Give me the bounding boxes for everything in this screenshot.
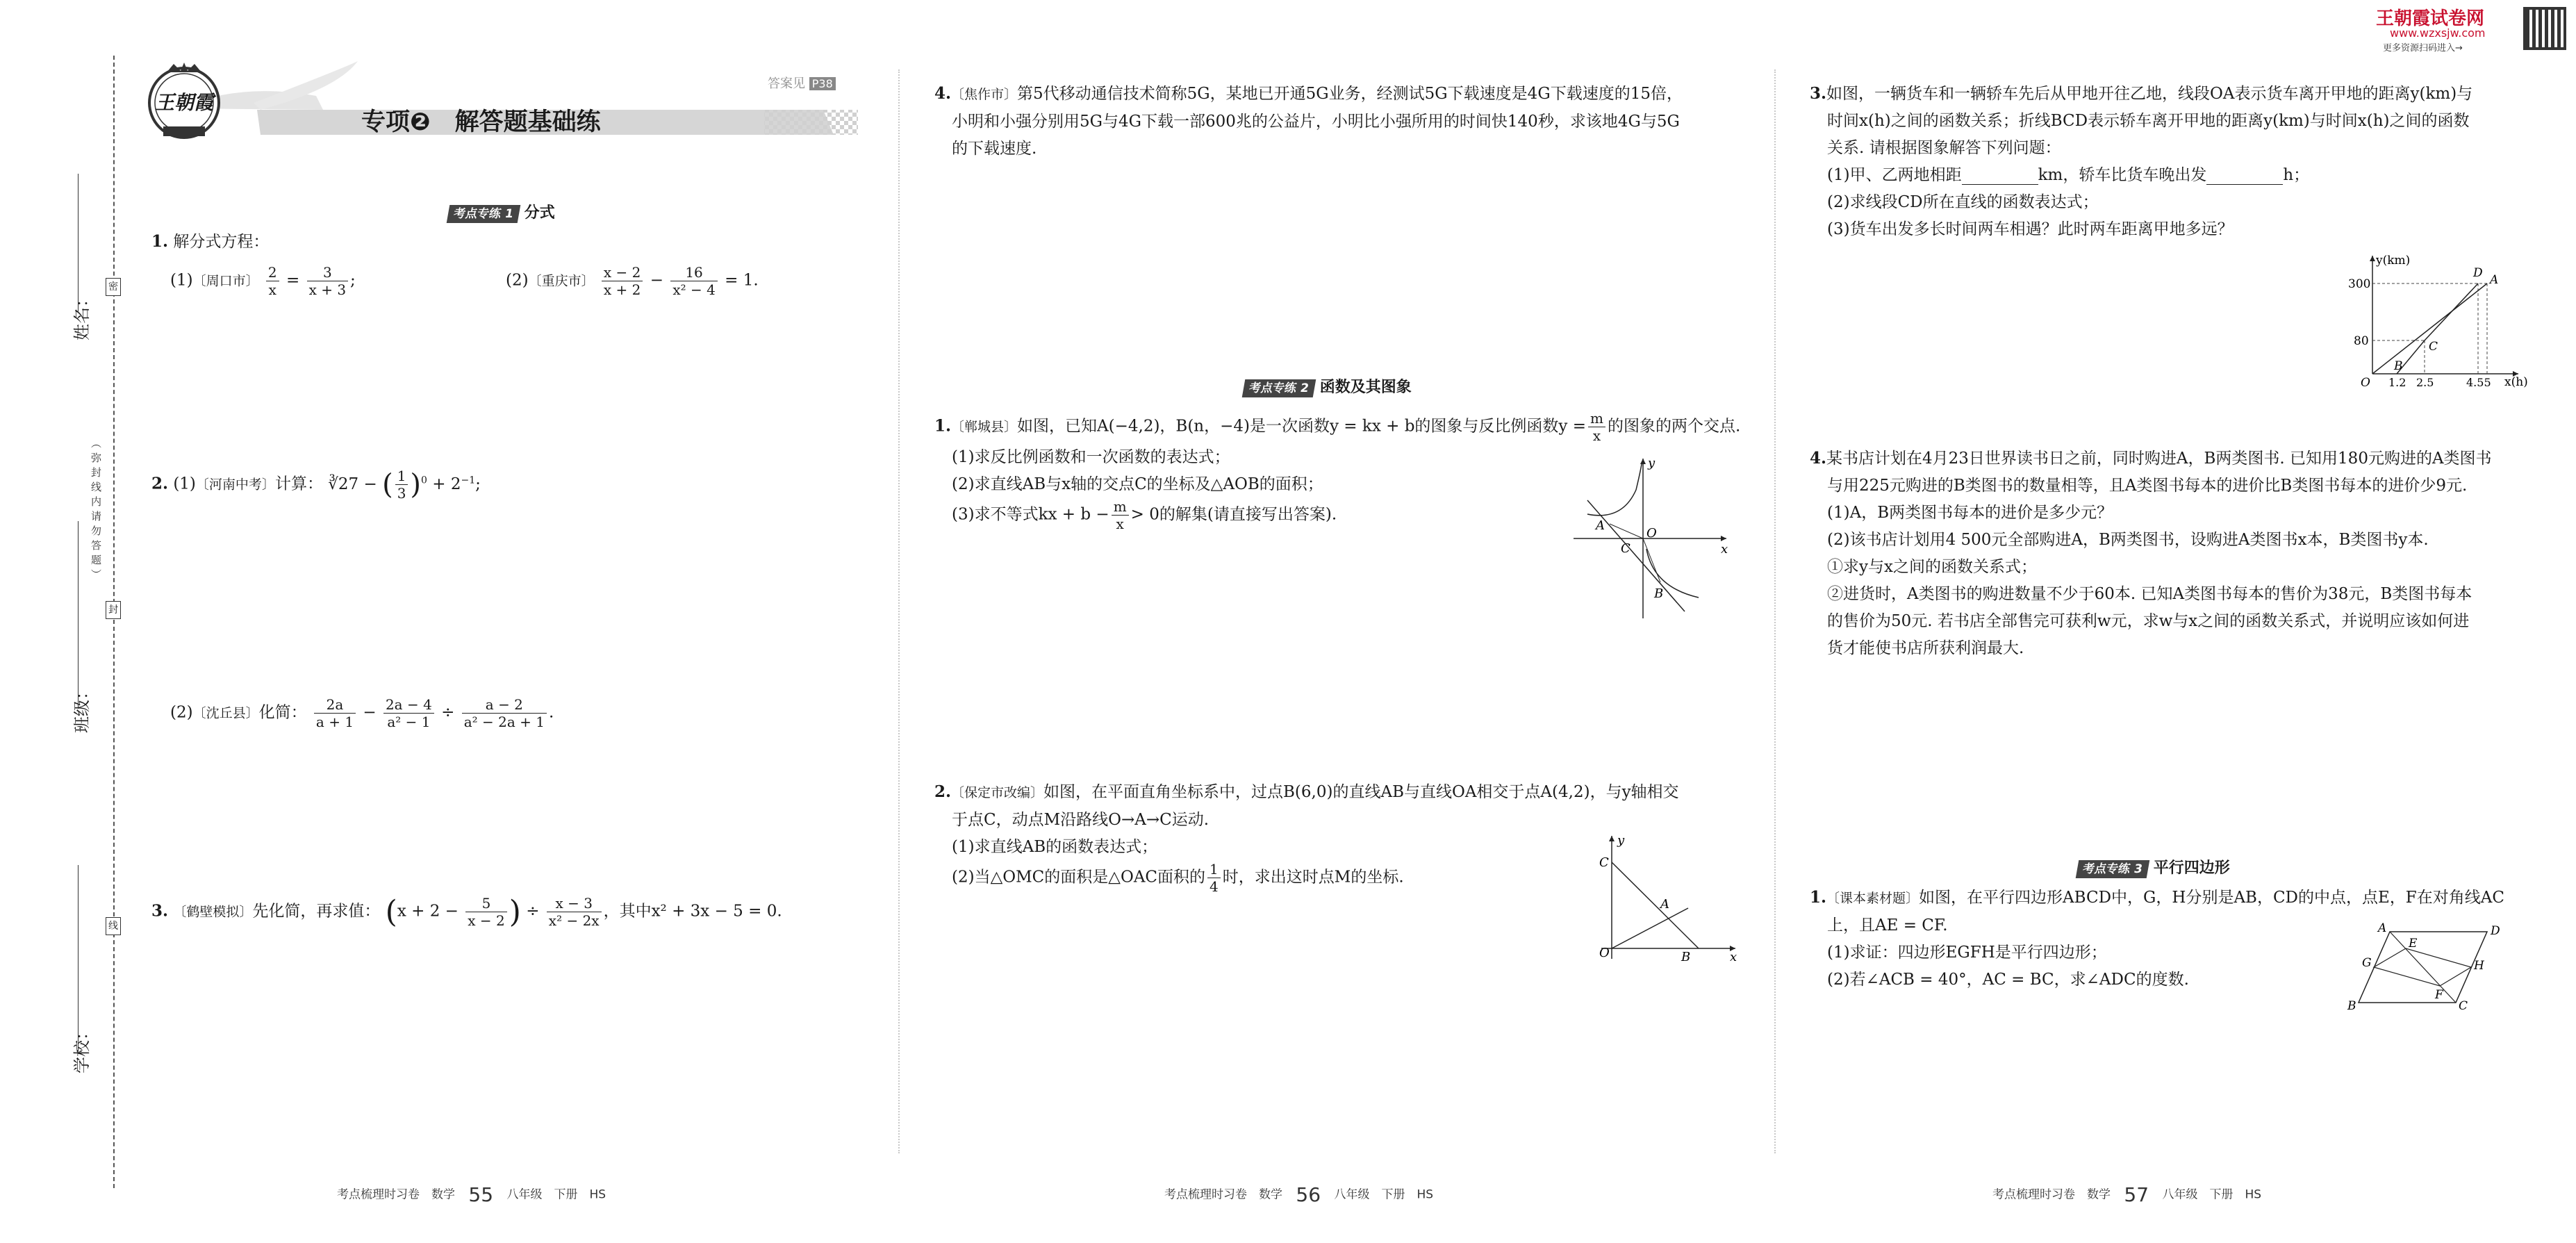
answer-blank[interactable] [1962, 167, 2038, 185]
graph-label: B [2347, 999, 2356, 1011]
graph-label: A [1660, 897, 1669, 912]
name-label: 姓名： [72, 290, 92, 340]
column-divider [898, 69, 900, 1153]
graph-label: A [1596, 518, 1605, 533]
graph-label: y [1648, 456, 1656, 470]
fraction: $\frac{2a - 4}{\text{a² − 1}}$ [383, 696, 434, 730]
section-badge: 考点专练 1 [447, 205, 520, 223]
school-label: 学校： [72, 1023, 92, 1073]
fraction: $\frac{2}{x}$ [266, 264, 279, 298]
graph-tick: 2.5 [2416, 376, 2434, 389]
math-expr: ∛27 − ( $\frac{1}{3}$ )$^0 + 2^{-1}$; [328, 468, 481, 502]
graph-label: O [1646, 526, 1657, 541]
graph-linear-inverse [1567, 452, 1733, 625]
graph-label: x(h) [2504, 375, 2528, 389]
graph-tick: 1.2 [2388, 376, 2406, 389]
fraction: $\frac{x - 2}{x + 2}$ [602, 264, 643, 298]
watermark-tagline: 更多资源扫码进入→ [2383, 43, 2463, 53]
p55-q2-part2: (2)〔沈丘县〕化简： $\frac{2a}{a + 1}$ − $\frac{2a - 4}{\text{a² − 1}}$ ÷ $\frac{a - 2}{\text{a² − 2a + 1}}$ . [170, 696, 554, 730]
section-title: 函数及其图象 [1319, 379, 1412, 396]
section3-heading [2077, 855, 2230, 882]
graph-line-ab [1591, 830, 1740, 962]
graph-label: O [1599, 946, 1610, 960]
footer-p56: 考点梳理时习卷 数学 56 八年级 下册 HS [1164, 1183, 1434, 1206]
answer-ref-label: 答案见 [768, 76, 805, 91]
seal-dashed-line [113, 56, 115, 1188]
graph-label: E [2409, 937, 2418, 950]
graph-label: G [2362, 956, 2372, 970]
p55-q1-part2: (2)〔重庆市〕 $\frac{x - 2}{x + 2}$ − $\frac{16}{\text{x² − 4}}$ = 1. [506, 264, 759, 298]
fraction: $\frac{x - 3}{\text{x² − 2x}}$ [547, 895, 602, 929]
graph-tick: 80 [2354, 334, 2369, 348]
seal-char-2: 封 [106, 601, 121, 619]
logo-text: 王朝霞 [154, 91, 213, 114]
graph-label: y(km) [2376, 254, 2411, 267]
graph-label: O [2361, 376, 2370, 389]
page-number: 56 [1296, 1183, 1321, 1206]
graph-label: C [1599, 855, 1609, 870]
section-title: 分式 [524, 204, 555, 222]
p55-q2-part1: 2. (1)〔河南中考〕计算： ∛27 − ( $\frac{1}{3}$ )$^0 + 2^{-1}$; [151, 468, 481, 502]
school-line [78, 865, 79, 1053]
graph-parallelogram [2345, 921, 2511, 1011]
brand-logo [142, 63, 226, 140]
answer-ref [768, 74, 836, 92]
seal-char-3: 线 [106, 917, 121, 935]
binding-strip [0, 0, 122, 1243]
fraction: $\frac{16}{\text{x² − 4}}$ [670, 264, 718, 298]
graph-distance-time [2348, 250, 2529, 389]
p56-q2: 2.〔保定市改编〕如图，在平面直角坐标系中，过点B(6,0)的直线AB与直线OA相交于点A(4,2)，与y轴相交 于点C，动点M沿路线O→A→C运动. (1)求直线AB的函数表达式； (2)当△OMC的面积是△OAC面积的 $\frac{1}{4}$ 时，求出这时点M的坐标. [934, 782, 1679, 895]
page-number: 57 [2124, 1183, 2149, 1206]
answer-page-badge: P38 [809, 77, 836, 90]
graph-label: x [1730, 950, 1737, 962]
class-line [78, 521, 79, 709]
watermark-title: 王朝霞试卷网 [2376, 8, 2485, 29]
page-number: 55 [468, 1183, 494, 1206]
graph-label: A [2378, 921, 2387, 935]
seal-char-1: 密 [106, 278, 121, 296]
fraction: $\frac{2a}{a + 1}$ [314, 696, 356, 730]
p55-q1-part1: (1)〔周口市〕 $\frac{2}{x}$ = $\frac{3}{x + 3}$ ; [170, 264, 356, 298]
graph-label: x [1721, 542, 1728, 557]
site-watermark [2376, 4, 2570, 56]
p56-q4: 4.〔焦作市〕第5代移动通信技术简称5G，某地已开通5G业务，经测试5G下载速度是4G下载速度的15倍， 小明和小强分别用5G与4G下载一部600兆的公益片，小明比小强所用的时间快140秒，求该地4G与5G 的下载速度. [934, 84, 1683, 158]
p55-q3: 3. 〔鹤壁模拟〕先化简，再求值： (x + 2 − $\frac{5}{x - 2}$ ) ÷ $\frac{x - 3}{\text{x² − 2x}}$ ，其中x² + 3x − 5 = 0. [151, 894, 782, 930]
graph-label: C [1621, 541, 1630, 556]
watermark-url: www.wzxsjw.com [2390, 26, 2486, 40]
fraction: $\frac{3}{x + 3}$ [307, 264, 348, 298]
name-line [78, 174, 79, 313]
seal-note: （弥封线内请勿答题） [90, 438, 102, 584]
footer-p57: 考点梳理时习卷 数学 57 八年级 下册 HS [1992, 1183, 2262, 1206]
fraction: $\frac{5}{x - 2}$ [465, 895, 506, 929]
answer-blank[interactable] [2206, 167, 2283, 185]
graph-label: C [2459, 999, 2468, 1011]
fraction: $\frac{a - 2}{\text{a² − 2a + 1}}$ [462, 696, 547, 730]
graph-label: F [2435, 988, 2443, 1002]
p56-q1: 1.〔郸城县〕如图，已知A(−4,2)，B(n，−4)是一次函数y = kx + b的图象与反比例函数y = $\frac{m}{x}$ 的图象的两个交点. (1)求反比例函数和一次函数的表达式； (2)求直线AB与x轴的交点C的坐标及△AOB的面积； (3)求不等式kx + b − $\frac{m}{x}$ > 0的解集(请直接写出答案). [934, 410, 1741, 532]
section-title: 平行四边形 [2153, 859, 2230, 877]
section2-heading [1244, 374, 1412, 401]
p57-q4: 4.某书店计划在4月23日世界读书日之前，同时购进A，B两类图书. 已知用180元购进的A类图书 与用225元购进的B类图书的数量相等，且A类图书每本的进价比B类图书每本的进价少9元. (1)A，B两类图书每本的进价是多少元？ (2)该书店计划用4 500元全部购进A，B两类图书，设购进A类图书x本，B类图书y本. ①求y与x之间的函数关系式； ②进货时，A类图书的购进数量不少于60本. 已知A类图书每本的售价为38元，B类图书每本 的售价为50元. 若书店全部售完可获利w元，求w与x之间的函数关系式，并说明应该如何进 货才能使书店所获利润最大. [1810, 449, 2492, 657]
section1-heading [448, 199, 555, 227]
class-label: 班级： [72, 683, 92, 733]
p57-q1: 1.〔课本素材题〕如图，在平行四边形ABCD中，G，H分别是AB，CD的中点，点E，F在对角线AC 上，且AE = CF. (1)求证：四边形EGFH是平行四边形； (2)若∠ACB = 40°，AC = BC，求∠ADC的度数. [1810, 888, 2504, 989]
qr-code-icon [2523, 7, 2566, 50]
graph-label: A [2490, 273, 2499, 287]
graph-label: B [1681, 950, 1691, 962]
graph-tick: 4.55 [2466, 376, 2491, 389]
p55-q1-stem: 1. 解分式方程： [151, 232, 270, 251]
graph-label: C [2429, 340, 2438, 354]
footer-p55: 考点梳理时习卷 数学 55 八年级 下册 HS [337, 1183, 606, 1206]
header-banner [135, 54, 861, 140]
page-title: 专项❷ 解答题基础练 [361, 108, 601, 136]
graph-label: B [2394, 359, 2403, 373]
graph-label: D [2473, 266, 2483, 280]
graph-label: y [1617, 833, 1625, 848]
graph-tick: 300 [2348, 277, 2371, 291]
column-divider [1774, 69, 1776, 1153]
graph-label: D [2491, 924, 2500, 938]
p57-q3: 3.如图，一辆货车和一辆轿车先后从甲地开往乙地，线段OA表示货车离开甲地的距离y(km)与 时间x(h)之间的函数关系；折线BCD表示轿车离开甲地的距离y(km)与时间x(h)之间的函数 关系. 请根据图象解答下列问题： (1)甲、乙两地相距 km，轿车比货车晚出发 h； (2)求线段CD所在直线的函数表达式； (3)货车出发多长时间两车相遇？此时两车距离甲地多远？ [1810, 84, 2473, 238]
graph-label: H [2474, 959, 2484, 973]
graph-label: B [1654, 586, 1664, 601]
section-badge: 考点专练 2 [1242, 379, 1316, 397]
section-badge: 考点专练 3 [2076, 860, 2149, 878]
